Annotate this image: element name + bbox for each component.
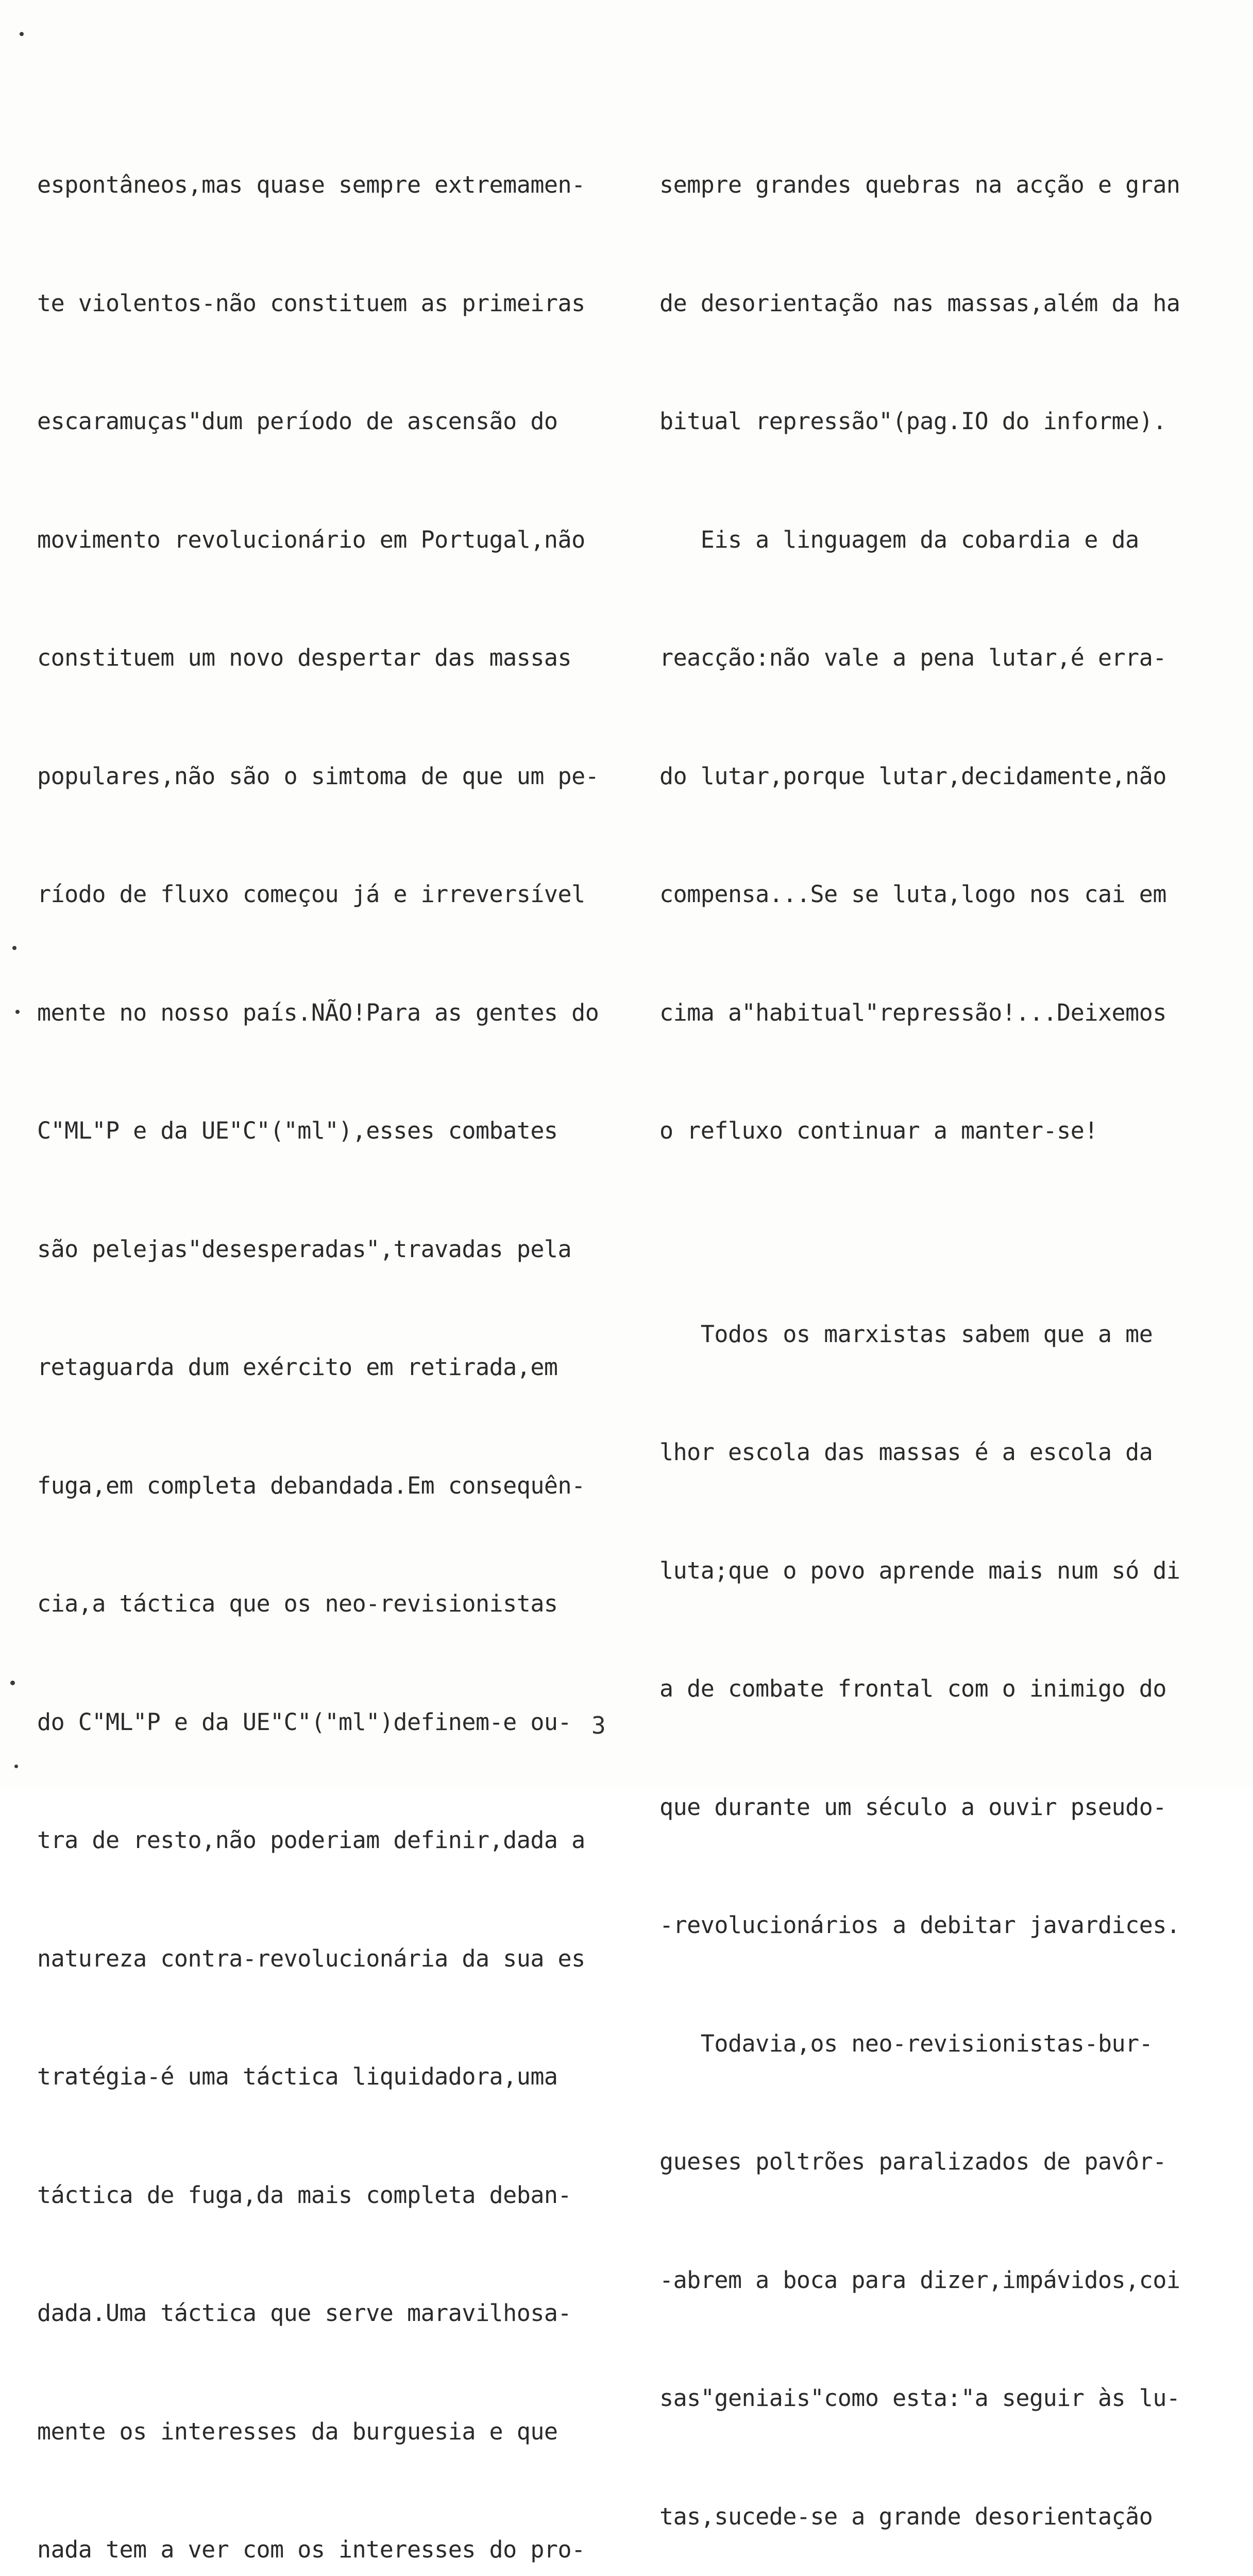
scan-speck: [10, 1681, 15, 1685]
text-line: táctica de fuga,da mais completa deban-: [37, 2181, 572, 2209]
text-line: sas"geniais"como esta:"a seguir às lu-: [659, 2384, 1180, 2412]
text-line: são pelejas"desesperadas",travadas pela: [37, 1235, 572, 1263]
text-line: movimento revolucionário em Portugal,não: [37, 526, 585, 553]
text-line: de desorientação nas massas,além da ha: [659, 289, 1180, 317]
text-line: bitual repressão"(pag.IO do informe).: [659, 408, 1166, 435]
text-line: dada.Uma táctica que serve maravilhosa-: [37, 2299, 572, 2327]
text-line: nada tem a ver com os interesses do pro-: [37, 2536, 585, 2563]
text-line: do C"ML"P e da UE"C"("ml")definem-e ou-: [37, 1708, 572, 1736]
text-line: -revolucionários a debitar javardices.: [659, 1911, 1180, 1939]
text-line: retaguarda dum exército em retirada,em: [37, 1353, 558, 1381]
text-line: lhor escola das massas é a escola da: [659, 1438, 1153, 1466]
text-line: o refluxo continuar a manter-se!: [659, 1117, 1098, 1144]
text-line: espontâneos,mas quase sempre extremamen-: [37, 171, 585, 198]
text-line: fuga,em completa debandada.Em consequên-: [37, 1471, 585, 1499]
text-line: cia,a táctica que os neo-revisionistas: [37, 1590, 558, 1617]
text-line: escaramuças"dum período de ascensão do: [37, 408, 558, 435]
right-text-column: [659, 87, 1200, 2576]
text-line: Todavia,os neo-revisionistas-bur-: [659, 2029, 1153, 2057]
text-line: cima a"habitual"repressão!...Deixemos: [659, 998, 1166, 1026]
text-line: -abrem a boca para dizer,impávidos,coi: [659, 2266, 1180, 2294]
text-line: que durante um século a ouvir pseudo-: [659, 1793, 1166, 1821]
text-line: reacção:não vale a pena lutar,é erra-: [659, 644, 1166, 671]
text-line: Eis a linguagem da cobardia e da: [659, 526, 1139, 553]
page-number: 3: [591, 1711, 606, 1739]
text-line: C"ML"P e da UE"C"("ml"),esses combates: [37, 1117, 558, 1144]
text-line: a de combate frontal com o inimigo do: [659, 1675, 1166, 1702]
text-line: constituem um novo despertar das massas: [37, 644, 572, 671]
scan-speck: [20, 32, 24, 36]
text-line: mente os interesses da burguesia e que: [37, 2417, 558, 2445]
text-line: tra de resto,não poderiam definir,dada a: [37, 1826, 585, 1854]
text-line: tratégia-é uma táctica liquidadora,uma: [37, 2063, 558, 2090]
text-line: natureza contra-revolucionária da sua es: [37, 1944, 585, 1972]
left-text-column: [37, 87, 599, 2576]
text-line: gueses poltrões paralizados de pavôr-: [659, 2148, 1166, 2175]
text-line: ríodo de fluxo começou já e irreversível: [37, 880, 585, 908]
text-line: tas,sucede-se a grande desorientação: [659, 2502, 1153, 2530]
scan-speck: [14, 1765, 18, 1768]
text-line: luta;que o povo aprende mais num só di: [659, 1556, 1180, 1584]
text-line: compensa...Se se luta,logo nos cai em: [659, 880, 1166, 908]
text-line: populares,não são o simtoma de que um pe-: [37, 762, 599, 790]
text-line: mente no nosso país.NÃO!Para as gentes do: [37, 998, 599, 1026]
scan-speck: [12, 946, 16, 950]
text-line: te violentos-não constituem as primeiras: [37, 289, 585, 317]
scan-speck: [15, 1010, 20, 1014]
text-line: sempre grandes quebras na acção e gran: [659, 171, 1180, 198]
text-line: do lutar,porque lutar,decidamente,não: [659, 762, 1166, 790]
text-line: Todos os marxistas sabem que a me: [659, 1320, 1153, 1348]
